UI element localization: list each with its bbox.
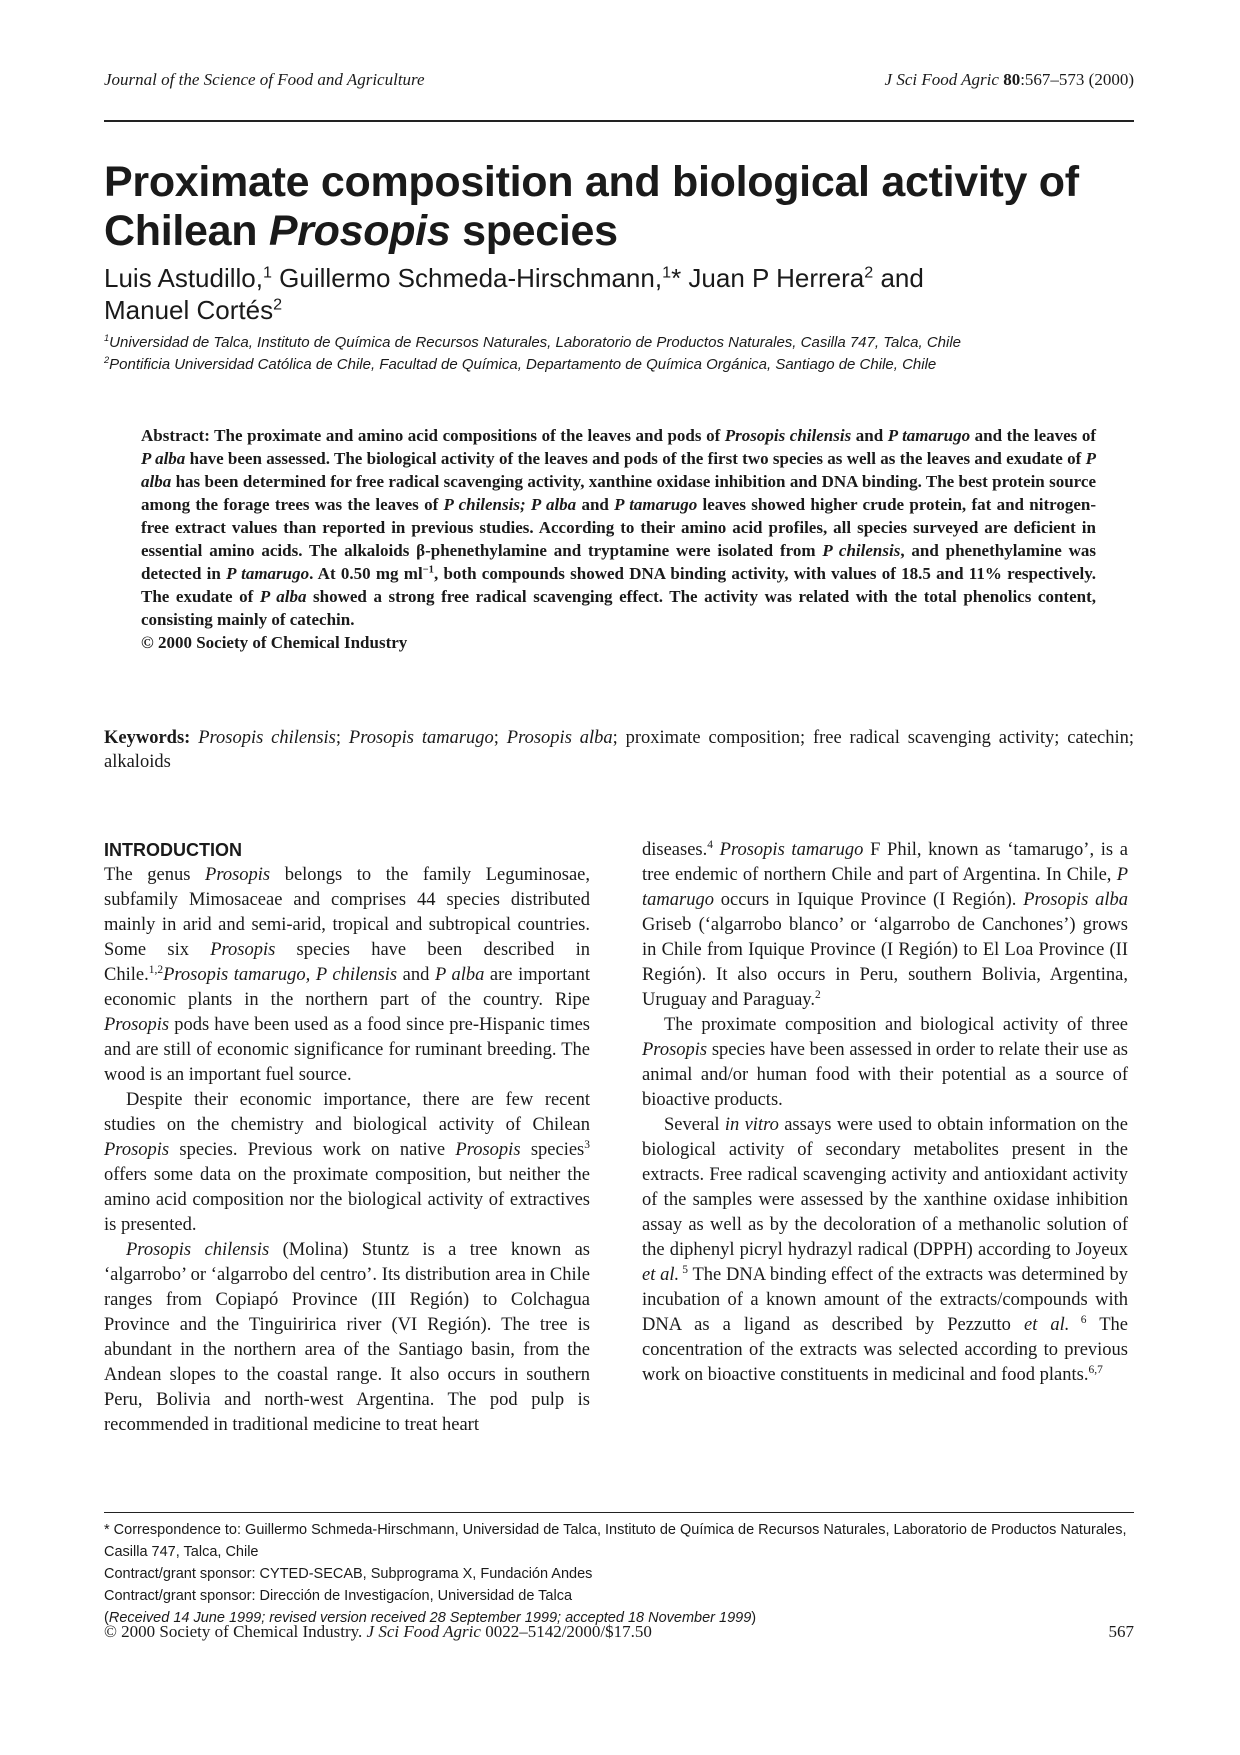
journal-name: Journal of the Science of Food and Agriculture <box>104 70 425 89</box>
article-title: Proximate composition and biological activity of Chilean Prosopis species <box>104 158 1079 255</box>
grant-footnote: Contract/grant sponsor: CYTED-SECAB, Subprograma X, Fundación Andes <box>104 1566 593 1582</box>
body-column-right <box>642 838 1128 1388</box>
body-column-left <box>104 838 590 1438</box>
paragraph: The proximate composition and biological activity of three Prosopis species have been assessed in order to relate their use as animal and/or human food with their potential as a source of bioactive products. <box>642 1015 1128 1110</box>
running-head <box>104 70 1134 96</box>
section-heading-introduction: INTRODUCTION <box>104 840 242 860</box>
grant-footnote: Contract/grant sponsor: Dirección de Investigacíon, Universidad de Talca <box>104 1588 573 1604</box>
received-dates: (Received 14 June 1999; revised version received 28 September 1999; accepted 18 November 1999) <box>104 1610 757 1626</box>
affiliations <box>104 332 1144 376</box>
footnote-rule <box>104 1512 1134 1513</box>
keywords: Keywords: Prosopis chilensis; Prosopis tamarugo; Prosopis alba; proximate composition; free radical scavenging activity; catechin; alkaloids <box>104 728 1135 772</box>
paragraph: Prosopis chilensis (Molina) Stuntz is a tree known as ‘algarrobo’ or ‘algarrobo del centro’. Its distribution area in Chile ranges from Copiapó Province (III Región) to Colchagua Province and the Tinguiririca river (VI Región). The tree is abundant in the northern area of the Santiago basin, from the Andean slopes to the coastal range. It also occurs in southern Peru, Bolivia and north-west Argentina. The pod pulp is recommended in traditional medicine to treat heart <box>104 1240 590 1435</box>
affiliation-1: $^1$Universidad de Talca, Instituto de Química de Recursos Naturales, Laboratorio de Productos Naturales, Casilla 747, Talca, Chile <box>104 333 962 351</box>
correspondence-footnote: * Correspondence to: Guillermo Schmeda-Hirschmann, Universidad de Talca, Instituto de Química de Recursos Naturales, Laboratorio de Productos Naturales, Casilla 747, Talca, Chile <box>104 1522 1127 1560</box>
paragraph: diseases.$^4$ Prosopis tamarugo F Phil, known as ‘tamarugo’, is a tree endemic of northern Chile and part of Argentina. In Chile, P tamarugo occurs in Iquique Province (I Región). Prosopis alba Griseb (‘algarrobo blanco’ or ‘algarrobo de Canchones’) grows in Chile from Iquique Province (I Región) to El Loa Province (II Región). It also occurs in Peru, southern Bolivia, Argentina, Uruguay and Paraguay.$^2$ <box>642 838 1128 1010</box>
paragraph: The genus Prosopis belongs to the family Leguminosae, subfamily Mimosaceae and comprises 44 species distributed mainly in arid and semi-arid, tropical and subtropical countries. Some six Prosopis species have been described in Chile.$^{1,2}$Prosopis tamarugo, P chilensis and P alba are important economic plants in the northern part of the country. Ripe Prosopis pods have been used as a food since pre-Hispanic times and are still of economic significance for ruminant breeding. The wood is an important fuel source. <box>104 865 591 1085</box>
page-footer: © 2000 Society of Chemical Industry. J Sci Food Agric 0022–5142/2000/$17.50 567 <box>104 1622 1134 1641</box>
page-number: 567 <box>1108 1622 1134 1641</box>
author-list: Luis Astudillo,$^1$ Guillermo Schmeda-Hirschmann,$^1$* Juan P Herrera$^2$ and Manuel Cortés$^2$ <box>104 263 924 325</box>
footnotes <box>104 1519 1134 1629</box>
header-rule <box>104 120 1134 122</box>
citation: J Sci Food Agric 80:567–573 (2000) <box>884 70 1134 89</box>
abstract: Abstract: The proximate and amino acid compositions of the leaves and pods of Prosopis chilensis and P tamarugo and the leaves of P alba have been assessed. The biological activity of the leaves and pods of the first two species as well as the leaves and exudate of P alba has been determined for free radical scavenging activity, xanthine oxidase inhibition and DNA binding. The best protein source among the forage trees was the leaves of P chilensis; P alba and P tamarugo leaves showed higher crude protein, fat and nitrogen-free extract values than reported in previous studies. According to their amino acid profiles, all species surveyed are deficient in essential amino acids. The alkaloids β-phenethylamine and tryptamine were isolated from P chilensis, and phenethylamine was detected in P tamarugo. At 0.50 mg $ml^{-1}$, both compounds showed DNA binding activity, with values of 18.5 and 11% respectively. The exudate of P alba showed a strong free radical scavenging effect. The activity was related with the total phenolics content, consisting mainly of catechin. © 2000 Society of Chemical Industry <box>141 426 1097 652</box>
paragraph: Despite their economic importance, there are few recent studies on the chemistry and biological activity of Chilean Prosopis species. Previous work on native Prosopis species$^3$ offers some data on the proximate composition, but neither the amino acid composition nor the biological activity of extractives is presented. <box>104 1090 590 1235</box>
abstract-copyright: © 2000 Society of Chemical Industry <box>141 633 408 652</box>
affiliation-2: $^2$Pontificia Universidad Católica de Chile, Facultad de Química, Departamento de Química Orgánica, Santiago de Chile, Chile <box>104 355 937 373</box>
paragraph: Several in vitro assays were used to obtain information on the biological activity of secondary metabolites present in the extracts. Free radical scavenging activity and antioxidant activity of the samples were assessed by the xanthine oxidase inhibition assay as well as by the decoloration of a methanolic solution of the diphenyl picryl hydrazyl radical (DPPH) according to Joyeux et al. $^5$ The DNA binding effect of the extracts was determined by incubation of a known amount of the extracts/compounds with DNA as a ligand as described by Pezzutto et al. $^6$ The concentration of the extracts was selected according to previous work on bioactive constituents in medicinal and food plants.$^{6,7}$ <box>642 1115 1128 1385</box>
